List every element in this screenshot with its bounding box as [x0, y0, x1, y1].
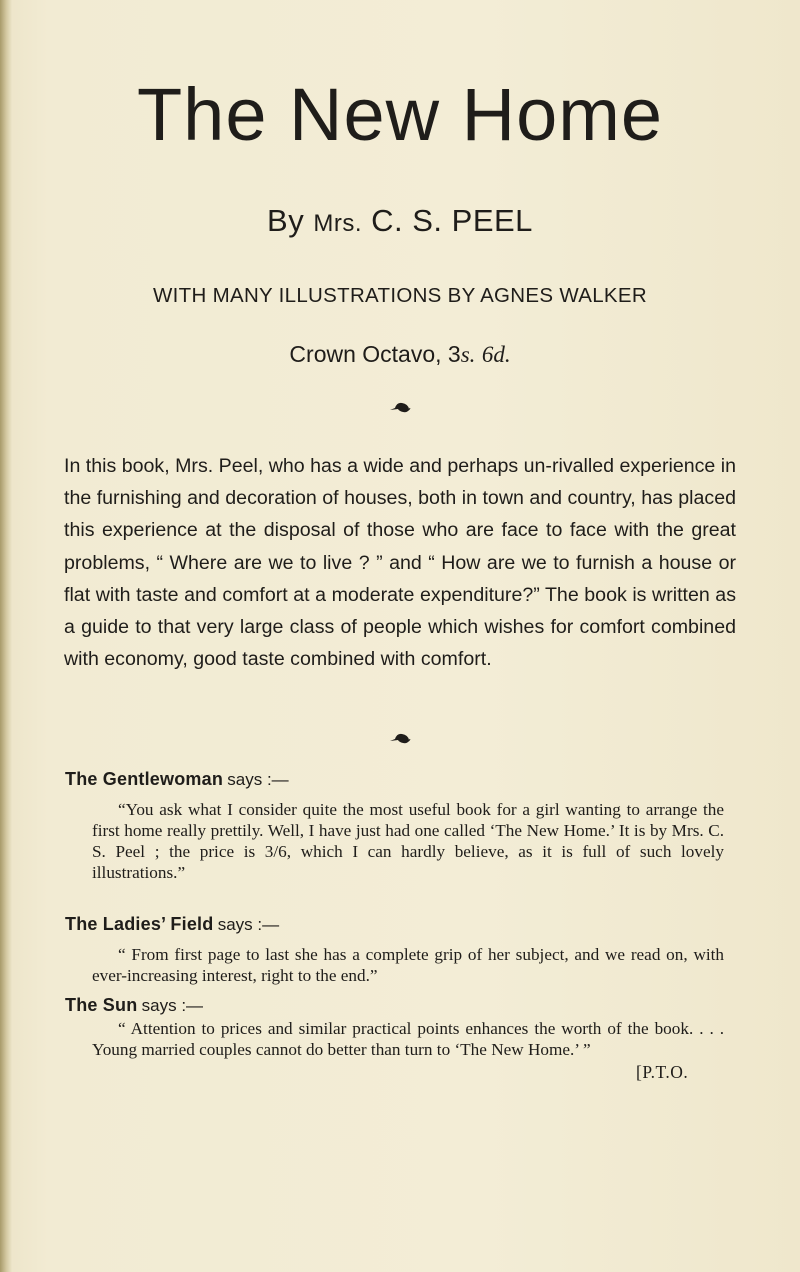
byline-author-title: Mrs. [313, 210, 363, 237]
page-spine-shadow [0, 0, 12, 1272]
review-publication: The Sun [65, 995, 138, 1015]
illustrator-line: WITH MANY ILLUSTRATIONS BY AGNES WALKER [153, 284, 647, 307]
byline-author-name: C. S. PEEL [371, 203, 533, 238]
byline [0, 203, 800, 239]
price-shillings: s. [460, 342, 476, 367]
review-publication: The Ladies’ Field [65, 914, 214, 934]
price-pence: 6d. [481, 342, 511, 367]
review-heading [65, 914, 279, 935]
fleuron-icon [388, 400, 412, 414]
book-title: The New Home [136, 73, 664, 156]
book-description: In this book, Mrs. Peel, who has a wide and perhaps un-rivalled experience in the furnishing and decoration of houses, both in town and country, has placed this experience at the disposal of those who are face to face with the great problems, “ Where are we to live ? ” and “ How are we to furnish a house or flat with taste and comfort at a moderate expenditure?” The book is written as a guide to that very large class of people which wishes for comfort combined with economy, good taste combined with comfort. [64, 455, 737, 671]
byline-prefix: By [267, 203, 305, 238]
review-says: says :— [141, 996, 204, 1015]
review-heading [65, 769, 289, 790]
review-heading [65, 995, 203, 1016]
review-publication: The Gentlewoman [65, 769, 224, 789]
review-says: says :— [227, 770, 289, 789]
price-line [0, 341, 800, 368]
fleuron-icon [388, 731, 412, 745]
review-quote: “ From first page to last she has a complete grip of her subject, and we read on, with ever-increasing interest, right to the end.” [92, 945, 724, 985]
please-turn-over: [P.T.O. [636, 1062, 689, 1082]
review-quote: “ Attention to prices and similar practical points enhances the worth of the book. . . . Young married couples cannot do better than turn to ‘The New Home.’ ” [92, 1019, 724, 1059]
review-says: says :— [217, 915, 280, 934]
review-quote: “You ask what I consider quite the most useful book for a girl wanting to arrange the first home really prettily. Well, I have just had one called ‘The New Home.’ It is by Mrs. C. S. Peel ; the price is 3/6, which I can hardly believe, as it is full of such lovely illustrations.” [92, 800, 724, 882]
price-prefix: Crown Octavo, 3 [289, 341, 461, 367]
